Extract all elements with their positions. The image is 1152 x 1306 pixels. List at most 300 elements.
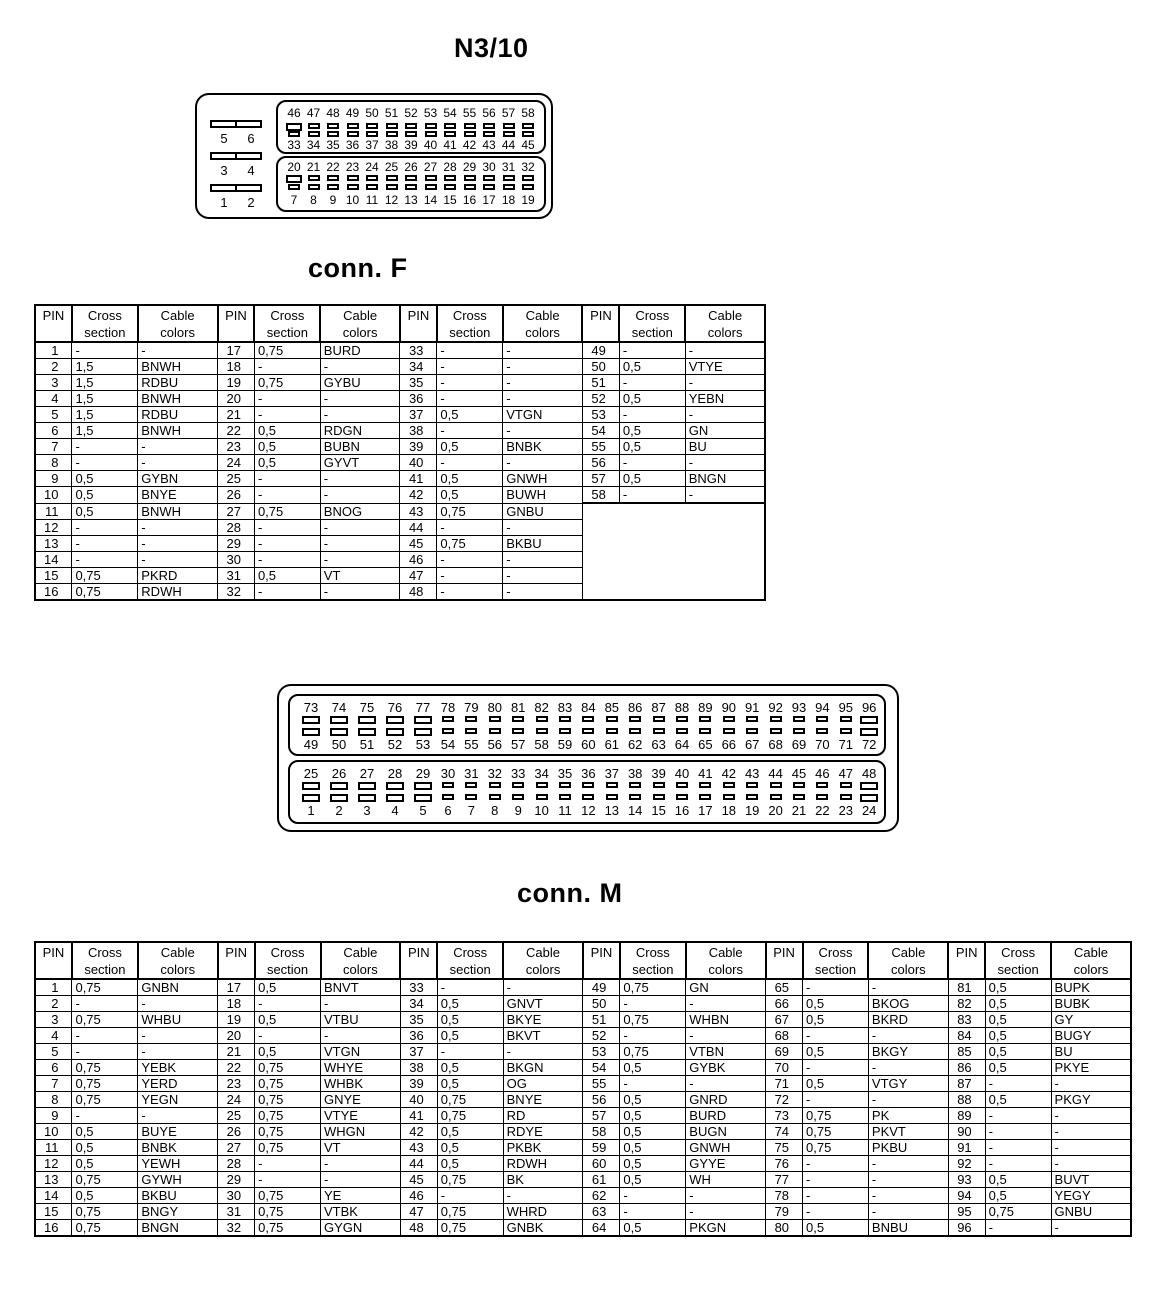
pin-number-label: 28 <box>387 766 403 781</box>
pin-socket <box>386 794 404 802</box>
pin-number-label: 59 <box>557 737 573 752</box>
cross-section-cell: 0,75 <box>437 535 503 551</box>
empty-cell <box>582 503 619 519</box>
pin-cell: 48 <box>400 583 437 600</box>
pin-socket <box>723 782 735 788</box>
pin-cell: 56 <box>582 455 619 471</box>
cable-color-cell: PKRD <box>138 567 218 583</box>
table-row <box>35 1156 1131 1172</box>
pin-number-label: 85 <box>604 700 620 715</box>
pin-cell: 67 <box>766 1012 803 1028</box>
pin-socket <box>464 175 476 181</box>
pin-number-label: 7 <box>290 193 298 207</box>
pin-socket <box>676 782 688 788</box>
pin-number-label: 35 <box>326 138 340 152</box>
header-cable-colors: Cable colors <box>321 942 401 979</box>
pin-number-label: 69 <box>791 737 807 752</box>
pin-number-label: 3 <box>363 803 371 818</box>
pin-socket <box>653 794 665 800</box>
header-cable-colors: Cable colors <box>503 942 583 979</box>
pin-socket <box>816 782 828 788</box>
pin-socket <box>386 184 398 190</box>
cross-section-cell: - <box>985 1220 1051 1237</box>
pin-number-label: 3 <box>220 163 228 178</box>
cross-section-cell: - <box>803 1172 869 1188</box>
pin-number-label: 52 <box>404 106 418 120</box>
cross-section-cell: 0,75 <box>437 503 503 519</box>
cross-section-cell: 1,5 <box>72 375 138 391</box>
empty-cell <box>582 583 619 600</box>
pin-socket <box>840 716 852 722</box>
cross-section-cell: 0,5 <box>985 1060 1051 1076</box>
header-pin: PIN <box>218 305 255 342</box>
pin-number-label: 53 <box>423 106 438 120</box>
pin-cell: 32 <box>218 1220 255 1237</box>
pin-socket <box>302 716 320 724</box>
table-row <box>35 535 765 551</box>
pin-cell: 56 <box>583 1092 620 1108</box>
pin-number-label: 17 <box>698 803 713 818</box>
pin-socket <box>860 794 878 802</box>
pin-cell: 5 <box>35 1044 72 1060</box>
pin-socket <box>405 131 417 137</box>
cable-color-cell: - <box>320 391 400 407</box>
pin-socket <box>347 184 359 190</box>
pin-cell: 89 <box>948 1108 985 1124</box>
pin-cell: 74 <box>766 1124 803 1140</box>
pin-cell: 34 <box>400 359 437 375</box>
pin-number-label: 55 <box>464 737 479 752</box>
conn-m-pin-table <box>34 941 1132 1237</box>
pin-cell: 28 <box>218 519 255 535</box>
pin-cell: 71 <box>766 1076 803 1092</box>
cross-section-cell: - <box>619 342 685 359</box>
pin-cell: 23 <box>218 439 255 455</box>
pin-cell: 79 <box>766 1204 803 1220</box>
pin-socket <box>860 716 878 724</box>
pin-cell: 11 <box>35 503 72 519</box>
cross-section-cell: 0,5 <box>72 1140 138 1156</box>
cross-section-cell: 0,5 <box>620 1092 686 1108</box>
pin-cell: 35 <box>400 1012 437 1028</box>
pin-socket <box>330 782 348 790</box>
cross-section-cell: 0,5 <box>619 423 685 439</box>
pin-socket <box>483 184 495 190</box>
cross-section-cell: - <box>72 439 138 455</box>
pin-socket <box>816 794 828 800</box>
cross-section-cell: - <box>803 1092 869 1108</box>
pin-socket <box>308 184 320 190</box>
pin-cell: 47 <box>400 1204 437 1220</box>
cross-section-cell: - <box>254 487 320 504</box>
pin-number-label: 9 <box>329 193 337 207</box>
pin-number-label: 10 <box>534 803 549 818</box>
pin-number-label: 94 <box>815 700 830 715</box>
pin-number-label: 45 <box>791 766 807 781</box>
cable-color-cell: - <box>503 567 583 583</box>
cable-color-cell: PKVT <box>868 1124 948 1140</box>
pin-number-label: 46 <box>287 106 301 120</box>
pin-number-label: 29 <box>415 766 431 781</box>
cross-section-cell: 0,5 <box>254 567 320 583</box>
pin-number-label: 25 <box>384 160 399 174</box>
pin-number-label: 79 <box>464 700 479 715</box>
cable-color-cell: - <box>321 1172 401 1188</box>
cross-section-cell: 0,75 <box>620 1044 686 1060</box>
cable-color-cell: - <box>868 1204 948 1220</box>
pin-cell: 21 <box>218 1044 255 1060</box>
pin-number-label: 76 <box>387 700 403 715</box>
pin-socket <box>699 716 711 722</box>
cable-color-cell: - <box>320 583 400 600</box>
pin-cell: 38 <box>400 1060 437 1076</box>
cross-section-cell: 0,5 <box>437 1028 503 1044</box>
cable-color-cell: - <box>320 487 400 504</box>
pin-socket <box>512 782 524 788</box>
cable-color-cell: - <box>686 1076 766 1092</box>
cross-section-cell: 0,75 <box>255 1076 321 1092</box>
pin-socket <box>522 184 534 190</box>
cross-section-cell: 0,5 <box>437 1060 503 1076</box>
pin-number-label: 73 <box>303 700 319 715</box>
pin-number-label: 31 <box>501 160 516 174</box>
pin-cell: 22 <box>218 1060 255 1076</box>
cross-section-cell: 0,5 <box>803 1044 869 1060</box>
pin-socket <box>327 184 339 190</box>
pin-cell: 46 <box>400 551 437 567</box>
pin-cell: 81 <box>948 979 985 996</box>
header-cable-colors: Cable colors <box>138 305 218 342</box>
pin-socket <box>653 716 665 722</box>
pin-number-label: 70 <box>815 737 830 752</box>
pin-number-label: 77 <box>415 700 431 715</box>
empty-cell <box>685 551 765 567</box>
pin-socket <box>308 175 320 181</box>
cable-color-cell: - <box>138 439 218 455</box>
empty-cell <box>582 535 619 551</box>
table-row <box>35 359 765 375</box>
pin-socket <box>366 175 378 181</box>
cable-color-cell: PK <box>868 1108 948 1124</box>
cable-color-cell: - <box>868 1156 948 1172</box>
pin-cell: 70 <box>766 1060 803 1076</box>
cross-section-cell: 1,5 <box>72 391 138 407</box>
pin-number-label: 16 <box>462 193 477 207</box>
pin-socket <box>444 131 456 137</box>
pin-socket <box>442 782 454 788</box>
cable-color-cell: BU <box>1051 1044 1131 1060</box>
cross-section-cell: - <box>72 1108 138 1124</box>
header-cable-colors: Cable colors <box>503 305 583 342</box>
cross-section-cell: 0,5 <box>985 979 1051 996</box>
cable-color-cell: - <box>138 519 218 535</box>
pin-socket <box>629 716 641 722</box>
cross-section-cell: 0,75 <box>255 1140 321 1156</box>
cable-color-cell: WHBN <box>686 1012 766 1028</box>
pin-socket <box>444 123 456 129</box>
cross-section-cell: 0,75 <box>255 1220 321 1237</box>
cable-color-cell: - <box>868 1092 948 1108</box>
pin-number-label: 29 <box>462 160 477 174</box>
pin-socket <box>308 123 320 129</box>
pin-socket <box>860 782 878 790</box>
cross-section-cell: 0,5 <box>985 1172 1051 1188</box>
cable-color-cell: - <box>503 1188 583 1204</box>
pin-socket <box>444 175 456 181</box>
pin-cell: 33 <box>400 979 437 996</box>
cable-color-cell: GNYE <box>321 1092 401 1108</box>
pin-socket <box>386 131 398 137</box>
pin-socket <box>503 184 515 190</box>
pin-cell: 24 <box>218 455 255 471</box>
n310-signal-pins <box>197 95 555 221</box>
cable-color-cell: VT <box>321 1140 401 1156</box>
pin-socket <box>405 175 417 181</box>
cross-section-cell: - <box>620 996 686 1012</box>
pin-cell: 84 <box>948 1028 985 1044</box>
pin-number-label: 86 <box>627 700 643 715</box>
cross-section-cell: - <box>437 423 503 439</box>
pin-cell: 69 <box>766 1044 803 1060</box>
pin-cell: 36 <box>400 1028 437 1044</box>
pin-cell: 20 <box>218 391 255 407</box>
cable-color-cell: PKBU <box>868 1140 948 1156</box>
cross-section-cell: 0,75 <box>620 979 686 996</box>
pin-cell: 77 <box>766 1172 803 1188</box>
cross-section-cell: 0,5 <box>72 1124 138 1140</box>
pin-cell: 12 <box>35 1156 72 1172</box>
pin-number-label: 15 <box>443 193 457 207</box>
pin-number-label: 36 <box>345 138 360 152</box>
pin-cell: 66 <box>766 996 803 1012</box>
pin-cell: 16 <box>35 583 72 600</box>
pin-socket <box>465 716 477 722</box>
table-row <box>35 551 765 567</box>
pin-socket <box>770 716 782 722</box>
pin-cell: 1 <box>35 979 72 996</box>
pin-socket <box>536 782 548 788</box>
pin-socket <box>699 728 711 734</box>
pin-number-label: 13 <box>404 193 418 207</box>
cable-color-cell: GNRD <box>686 1092 766 1108</box>
pin-number-label: 95 <box>838 700 854 715</box>
pin-cell: 51 <box>582 375 619 391</box>
cable-color-cell: VTGY <box>868 1076 948 1092</box>
m-connector-diagram <box>277 684 899 832</box>
cross-section-cell: 0,75 <box>437 1172 503 1188</box>
pin-number-label: 57 <box>501 106 516 120</box>
cross-section-cell: 0,5 <box>255 979 321 996</box>
pin-number-label: 11 <box>365 193 379 207</box>
empty-cell <box>582 551 619 567</box>
cable-color-cell: - <box>1051 1140 1131 1156</box>
pin-cell: 37 <box>400 1044 437 1060</box>
pin-number-label: 48 <box>861 766 877 781</box>
pin-number-label: 33 <box>287 138 301 152</box>
pin-socket <box>442 794 454 800</box>
pin-cell: 9 <box>35 471 72 487</box>
cable-color-cell: GYWH <box>138 1172 218 1188</box>
pin-cell: 2 <box>35 359 72 375</box>
cable-color-cell: - <box>503 583 583 600</box>
cross-section-cell: - <box>437 583 503 600</box>
cross-section-cell: 0,75 <box>72 1076 138 1092</box>
cross-section-cell: - <box>437 455 503 471</box>
cross-section-cell: - <box>620 1076 686 1092</box>
cross-section-cell: 0,75 <box>437 1220 503 1237</box>
pin-cell: 46 <box>400 1188 437 1204</box>
cable-color-cell: - <box>320 519 400 535</box>
table-row <box>35 439 765 455</box>
pin-number-label: 5 <box>220 131 228 146</box>
pin-number-label: 37 <box>604 766 620 781</box>
pin-socket <box>386 728 404 736</box>
pin-socket <box>699 782 711 788</box>
pin-cell: 49 <box>583 979 620 996</box>
cross-section-cell: - <box>437 1044 503 1060</box>
cable-color-cell: BUWH <box>503 487 583 504</box>
cross-section-cell: - <box>437 551 503 567</box>
pin-number-label: 62 <box>627 737 643 752</box>
pin-cell: 43 <box>400 1140 437 1156</box>
header-pin: PIN <box>35 942 72 979</box>
m-signal-pins <box>279 686 901 834</box>
pin-number-label: 36 <box>581 766 596 781</box>
cable-color-cell: BNBK <box>138 1140 218 1156</box>
pin-number-label: 32 <box>521 160 535 174</box>
cable-color-cell: BKYE <box>503 1012 583 1028</box>
pin-cell: 44 <box>400 1156 437 1172</box>
pin-cell: 39 <box>400 439 437 455</box>
pin-socket <box>503 175 515 181</box>
cross-section-cell: 0,5 <box>619 359 685 375</box>
pin-socket <box>483 175 495 181</box>
pin-number-label: 50 <box>365 106 379 120</box>
pin-number-label: 20 <box>768 803 783 818</box>
cross-section-cell: 0,75 <box>255 1204 321 1220</box>
pin-number-label: 6 <box>247 131 255 146</box>
pin-socket <box>414 794 432 802</box>
pin-socket <box>536 794 548 800</box>
cross-section-cell: 0,5 <box>254 439 320 455</box>
cross-section-cell: - <box>437 567 503 583</box>
cable-color-cell: - <box>320 535 400 551</box>
pin-socket <box>840 782 852 788</box>
cable-color-cell: - <box>503 391 583 407</box>
cross-section-cell: 0,5 <box>437 1012 503 1028</box>
cable-color-cell: - <box>503 519 583 535</box>
pin-number-label: 17 <box>482 193 496 207</box>
pin-socket <box>723 716 735 722</box>
pin-number-label: 23 <box>838 803 854 818</box>
cross-section-cell: - <box>437 359 503 375</box>
cable-color-cell: - <box>138 535 218 551</box>
cable-color-cell: - <box>503 342 583 359</box>
cable-color-cell: VTGN <box>321 1044 401 1060</box>
pin-cell: 35 <box>400 375 437 391</box>
cross-section-cell: 0,5 <box>72 1156 138 1172</box>
pin-cell: 27 <box>218 503 255 519</box>
pin-socket <box>347 123 359 129</box>
pin-socket <box>358 728 376 736</box>
cable-color-cell: - <box>686 1188 766 1204</box>
cable-color-cell: YEWH <box>138 1156 218 1172</box>
pin-cell: 93 <box>948 1172 985 1188</box>
pin-cell: 57 <box>582 471 619 487</box>
pin-cell: 39 <box>400 1076 437 1092</box>
pin-cell: 60 <box>583 1156 620 1172</box>
pin-number-label: 82 <box>534 700 549 715</box>
cable-color-cell: BNWH <box>138 423 218 439</box>
pin-cell: 30 <box>218 1188 255 1204</box>
cross-section-cell: 0,5 <box>985 996 1051 1012</box>
cable-color-cell: BNWH <box>138 391 218 407</box>
pin-number-label: 22 <box>815 803 830 818</box>
pin-cell: 6 <box>35 423 72 439</box>
pin-socket <box>629 782 641 788</box>
header-pin: PIN <box>218 942 255 979</box>
pin-socket <box>386 175 398 181</box>
cross-section-cell: 0,5 <box>803 1076 869 1092</box>
pin-number-label: 15 <box>651 803 666 818</box>
table-row <box>35 455 765 471</box>
pin-number-label: 56 <box>482 106 496 120</box>
cable-color-cell: GNBU <box>1051 1204 1131 1220</box>
pin-number-label: 25 <box>303 766 319 781</box>
cable-color-cell: BURD <box>686 1108 766 1124</box>
pin-number-label: 24 <box>861 803 877 818</box>
pin-number-label: 23 <box>345 160 360 174</box>
cross-section-cell: 0,5 <box>437 407 503 423</box>
conn-f-pin-table <box>34 304 766 601</box>
empty-cell <box>619 567 685 583</box>
cable-color-cell: - <box>503 551 583 567</box>
pin-socket <box>286 123 302 131</box>
cable-color-cell: - <box>1051 1076 1131 1092</box>
cross-section-cell: - <box>619 487 685 504</box>
cross-section-cell: - <box>254 519 320 535</box>
cross-section-cell: - <box>437 375 503 391</box>
cable-color-cell: WHBK <box>321 1076 401 1092</box>
cross-section-cell: - <box>803 1060 869 1076</box>
cable-color-cell: - <box>1051 1108 1131 1124</box>
cable-color-cell: YEGN <box>138 1092 218 1108</box>
cross-section-cell: 0,5 <box>619 471 685 487</box>
cable-color-cell: GNBN <box>138 979 218 996</box>
table-row <box>35 1220 1131 1237</box>
pin-cell: 21 <box>218 407 255 423</box>
pin-cell: 59 <box>583 1140 620 1156</box>
pin-socket <box>366 131 378 137</box>
cable-color-cell: BURD <box>320 342 400 359</box>
pin-socket <box>582 782 594 788</box>
pin-socket <box>489 782 501 788</box>
pin-number-label: 54 <box>440 737 456 752</box>
cross-section-cell: - <box>985 1076 1051 1092</box>
pin-number-label: 32 <box>487 766 503 781</box>
n310-title: N3/10 <box>454 33 529 63</box>
cross-section-cell: 0,5 <box>437 996 503 1012</box>
header-pin: PIN <box>35 305 72 342</box>
cable-color-cell: - <box>686 1028 766 1044</box>
pin-number-label: 7 <box>467 803 475 818</box>
cross-section-cell: - <box>437 1188 503 1204</box>
pin-socket <box>536 716 548 722</box>
pin-number-label: 41 <box>443 138 457 152</box>
pin-cell: 14 <box>35 1188 72 1204</box>
cable-color-cell: BUYE <box>138 1124 218 1140</box>
cross-section-cell: - <box>254 391 320 407</box>
